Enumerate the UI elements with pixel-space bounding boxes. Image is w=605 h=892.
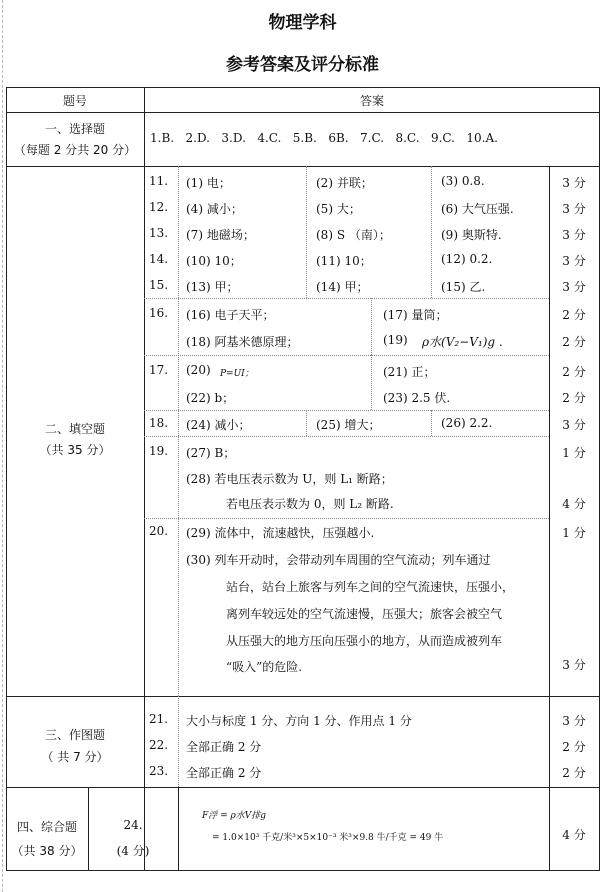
- q16-number: 16.: [149, 306, 169, 320]
- q16-score-1: 2 分: [562, 308, 586, 322]
- page-edge-left: [2, 0, 3, 892]
- header-answer: 答案: [359, 94, 384, 108]
- q19-c: 若电压表示数为 0，则 L₂ 断路.: [226, 497, 394, 511]
- q17-number: 17.: [149, 363, 169, 377]
- q17-b: (21) 正；: [383, 365, 436, 379]
- section1-name: 一、选择题: [44, 122, 105, 136]
- dotted-col: [306, 166, 307, 298]
- q20-b-line3: 离列车较远处的空气流速慢，压强大；旅客会被空气: [226, 607, 503, 621]
- col-line: [178, 787, 179, 870]
- table-border-bottom: [6, 870, 600, 871]
- q17-c: (22) b；: [186, 391, 235, 405]
- table-border-right: [599, 87, 600, 870]
- num-col-line: [178, 166, 179, 696]
- q12-b: (5) 大；: [316, 202, 361, 216]
- q20-b-line4: 从压强大的地方压向压强小的地方，从而造成被列车: [226, 634, 503, 648]
- q17-score-1: 2 分: [562, 365, 586, 379]
- q11-number: 11.: [149, 174, 169, 188]
- q15-a: (13) 甲；: [186, 280, 239, 294]
- table-border-top: [6, 87, 600, 88]
- q13-c: (9) 奥斯特.: [441, 228, 502, 242]
- section1-note: （每题 2 分共 20 分）: [13, 143, 137, 157]
- page-title: 物理学科: [268, 13, 337, 33]
- q16-formula: ρ水(V₂−V₁)g .: [422, 335, 503, 349]
- q15-number: 15.: [149, 278, 169, 292]
- q19-number: 19.: [149, 444, 169, 458]
- q18-c: (26) 2.2.: [441, 416, 493, 430]
- q14-number: 14.: [149, 252, 169, 266]
- dotted-col: [371, 298, 372, 355]
- q24-number: 24.: [123, 818, 143, 832]
- q20-b-line5: “吸入”的危险.: [226, 660, 303, 674]
- q15-b: (14) 甲；: [316, 280, 369, 294]
- row-line: [6, 696, 600, 697]
- q12-number: 12.: [149, 200, 169, 214]
- q13-a: (7) 地磁场；: [186, 228, 255, 242]
- q21-answer: 大小与标度 1 分、方向 1 分、作用点 1 分: [186, 714, 412, 728]
- q13-b: (8) S （南）；: [316, 228, 391, 242]
- q11-c: (3) 0.8.: [441, 174, 485, 188]
- q14-c: (12) 0.2.: [441, 252, 493, 266]
- q11-b: (2) 并联；: [316, 176, 373, 190]
- q20-score-1: 1 分: [562, 526, 586, 540]
- q11-score: 3 分: [562, 176, 586, 190]
- q18-a: (24) 减小；: [186, 418, 251, 432]
- q17-d: (23) 2.5 伏.: [383, 391, 451, 405]
- q12-c: (6) 大气压强.: [441, 202, 514, 216]
- q16-b: (17) 量筒；: [383, 308, 448, 322]
- q17-score-2: 2 分: [562, 391, 586, 405]
- q18-number: 18.: [149, 416, 169, 430]
- q19-score-1: 1 分: [562, 446, 586, 460]
- q20-b-line2: 站台，站台上旅客与列车之间的空气流速快，压强小，: [226, 580, 515, 594]
- q21-number: 21.: [149, 712, 169, 726]
- q21-score: 3 分: [562, 714, 586, 728]
- section3-note: （ 共 7 分）: [41, 750, 109, 764]
- q14-b: (11) 10；: [316, 254, 372, 268]
- q20-b-line1: (30) 列车开动时，会带动列车周围的空气流动；列车通过: [186, 553, 491, 567]
- dotted-line: [144, 355, 549, 356]
- section4-note: （共 38 分）: [11, 844, 83, 858]
- q20-number: 20.: [149, 524, 169, 538]
- row-line: [6, 112, 600, 113]
- q19-a: (27) B；: [186, 446, 236, 460]
- q17-a-formula: P=UI；: [220, 369, 254, 379]
- q15-c: (15) 乙.: [441, 280, 486, 294]
- dotted-col: [431, 166, 432, 298]
- q14-a: (10) 10；: [186, 254, 242, 268]
- q23-score: 2 分: [562, 766, 586, 780]
- dotted-line: [144, 518, 549, 519]
- dotted-line: [144, 436, 549, 437]
- page-subtitle: 参考答案及评分标准: [226, 55, 379, 75]
- q19-b: (28) 若电压表示数为 U，则 L₁ 断路；: [186, 472, 393, 486]
- q22-number: 22.: [149, 738, 169, 752]
- dotted-col: [306, 410, 307, 436]
- dotted-line: [144, 410, 549, 411]
- q24-score: 4 分: [562, 828, 586, 842]
- q16-d: (19): [383, 333, 408, 347]
- q22-answer: 全部正确 2 分: [186, 740, 262, 754]
- q16-a: (16) 电子天平；: [186, 308, 275, 322]
- q11-a: (1) 电；: [186, 176, 231, 190]
- section4-name: 四、综合题: [16, 820, 77, 834]
- q24-formula-line1: F浮 = ρ水V排g: [202, 811, 267, 821]
- dotted-col: [371, 355, 372, 410]
- q19-score-2: 4 分: [562, 497, 586, 511]
- q20-score-2: 3 分: [562, 658, 586, 672]
- section2-name: 二、填空题: [44, 422, 105, 436]
- q23-answer: 全部正确 2 分: [186, 766, 262, 780]
- dotted-col: [431, 410, 432, 436]
- row-line: [6, 166, 600, 167]
- q24-points: (4 分): [116, 844, 150, 858]
- col-line: [144, 87, 145, 870]
- section1-answers: 1.B. 2.D. 3.D. 4.C. 5.B. 6B. 7.C. 8.C. 9.C. 10.A.: [150, 131, 498, 145]
- q13-number: 13.: [149, 226, 169, 240]
- dotted-line: [144, 298, 549, 299]
- section3-name: 三、作图题: [44, 728, 105, 742]
- q14-score: 3 分: [562, 254, 586, 268]
- q18-score: 3 分: [562, 418, 586, 432]
- q16-score-2: 2 分: [562, 335, 586, 349]
- row-line: [6, 787, 600, 788]
- q12-a: (4) 减小；: [186, 202, 243, 216]
- q23-number: 23.: [149, 764, 169, 778]
- q12-score: 3 分: [562, 202, 586, 216]
- q20-a: (29) 流体中，流速越快，压强越小.: [186, 526, 375, 540]
- q24-formula-line2: = 1.0×10³ 千克/米³×5×10⁻³ 米³×9.8 牛/千克 = 49 牛: [212, 833, 444, 843]
- q13-score: 3 分: [562, 228, 586, 242]
- q16-c: (18) 阿基米德原理；: [186, 335, 299, 349]
- section2-note: （共 35 分）: [39, 443, 111, 457]
- header-question: 题号: [62, 94, 87, 108]
- q17-a: (20): [186, 363, 211, 377]
- q18-b: (25) 增大；: [316, 418, 381, 432]
- q15-score: 3 分: [562, 280, 586, 294]
- q22-score: 2 分: [562, 740, 586, 754]
